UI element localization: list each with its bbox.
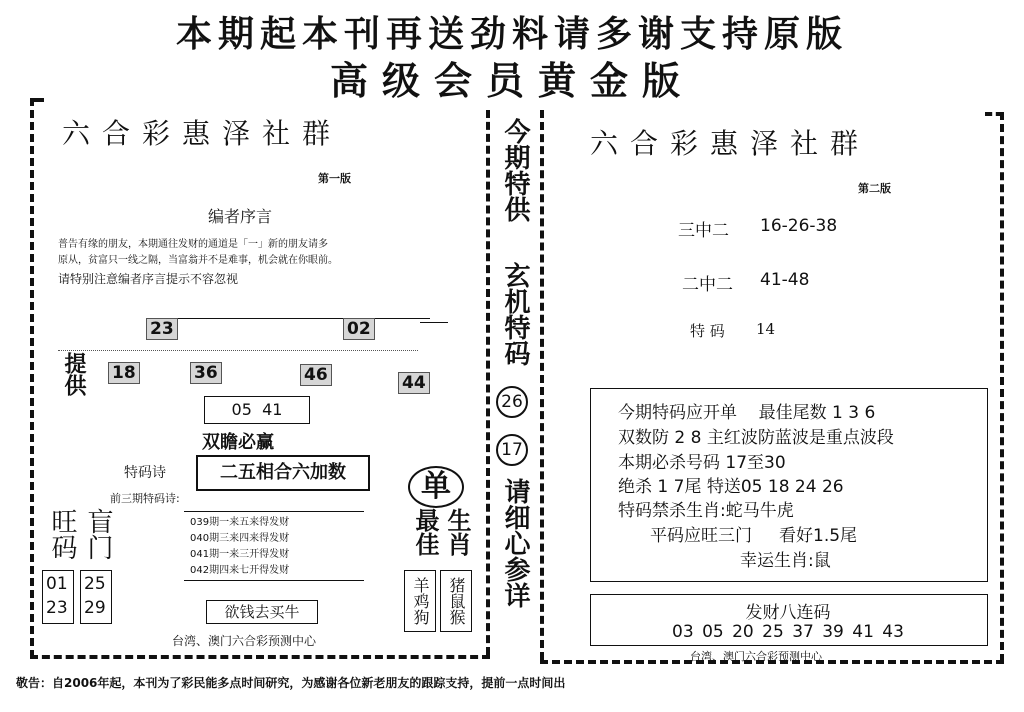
middle-mid-text: 玄机特码 — [500, 262, 530, 366]
preface-line-3: 请特别注意编者序言提示不容忽视 — [58, 272, 239, 286]
right-footer: 台湾、澳门六合彩预测中心 — [690, 650, 822, 663]
eight-numbers-title: 发财八连码 — [745, 603, 831, 623]
provide-label: 提供 — [61, 352, 86, 396]
buy-hint-box: 欲钱去买牛 — [206, 600, 318, 624]
poem-label: 特码诗 — [124, 465, 166, 481]
provide-number-1: 18 — [108, 362, 140, 384]
header-line-1: 本期起本刊再送劲料请多谢支持原版 — [175, 14, 848, 55]
provide-number-4: 44 — [398, 372, 430, 394]
prediction-line-1: 今期特码应开单 最佳尾数 1 3 6 — [618, 403, 876, 423]
range-dash — [420, 322, 448, 323]
history-line-4: 042期四来七开得发财 — [190, 565, 290, 576]
prediction-line-3: 本期必杀号码 17至30 — [618, 453, 786, 473]
middle-right-border — [540, 110, 544, 660]
three-hit-two-label: 三中二 — [678, 221, 729, 241]
prediction-line-4: 绝杀 1 7尾 特送05 18 24 26 — [618, 477, 844, 497]
right-panel-title: 六合彩惠泽社群 — [590, 127, 871, 160]
middle-ball-2: 17 — [496, 434, 528, 466]
preface-line-2: 原从，贫富只一线之隔，当富翁并不是难事，机会就在你眼前。 — [58, 255, 338, 266]
left-inner-border — [486, 110, 490, 655]
middle-bottom-text: 请细心参详 — [500, 478, 530, 608]
range-line — [150, 318, 430, 319]
hot-numbers-label: 旺码 — [47, 508, 77, 560]
prediction-line-7: 幸运生肖:鼠 — [740, 551, 831, 571]
middle-top-text: 今期特供 — [500, 118, 530, 222]
blind-number-2: 29 — [84, 598, 106, 618]
history-line-3: 041期一来三开得发财 — [190, 549, 290, 560]
best-label: 最佳 — [411, 508, 439, 556]
zodiac-label: 生肖 — [443, 508, 471, 556]
poem-box: 二五相合六加数 — [196, 455, 370, 491]
slogan: 双瞻必赢 — [202, 432, 274, 453]
prediction-line-6: 平码应旺三门 看好1.5尾 — [650, 526, 858, 546]
hot-number-1: 01 — [46, 574, 68, 594]
zodiac-group-a: 羊鸡狗 — [404, 570, 436, 632]
two-hit-two-label: 二中二 — [682, 275, 733, 295]
left-edition: 第一版 — [318, 172, 351, 185]
middle-ball-1: 26 — [496, 386, 528, 418]
special-number-label: 特 码 — [690, 322, 725, 340]
range-end-box: 02 — [343, 318, 375, 340]
preface-title: 编者序言 — [208, 207, 273, 226]
left-panel-title: 六合彩惠泽社群 — [62, 117, 343, 150]
history-line-2: 040期三来四来得发财 — [190, 533, 290, 544]
prediction-line-2: 双数防 2 8 主红波防蓝波是重点波段 — [618, 428, 894, 448]
three-hit-two-value: 16-26-38 — [760, 216, 838, 236]
preface-line-1: 普告有缘的朋友，本期通往发财的通道是「一」新的朋友请多 — [58, 239, 328, 250]
left-outer-border — [30, 98, 34, 658]
zodiac-group-b: 猪鼠猴 — [440, 570, 472, 632]
hot-number-2: 23 — [46, 598, 68, 618]
special-number-value: 14 — [756, 320, 776, 338]
previous-poems-label: 前三期特码诗: — [110, 492, 180, 505]
prediction-line-5: 特码禁杀生肖:蛇马牛虎 — [618, 501, 794, 521]
history-line-1: 039期一来五来得发财 — [190, 517, 290, 528]
blind-numbers-label: 盲门 — [83, 508, 113, 560]
bottom-notice: 敬告：自2006年起，本刊为了彩民能多点时间研究，为感谢各位新老朋友的跟踪支持，提前一点时间出 — [16, 676, 566, 690]
single-badge: 单 — [408, 466, 464, 508]
left-footer: 台湾、澳门六合彩预测中心 — [172, 634, 317, 648]
provide-rule — [58, 350, 418, 351]
header-line-2: 高级会员黄金版 — [329, 59, 694, 103]
blind-number-1: 25 — [84, 574, 106, 594]
pair-box: 05 41 — [204, 396, 310, 424]
two-hit-two-value: 41-48 — [760, 270, 810, 290]
right-outer-border — [1000, 112, 1004, 662]
eight-numbers-list: 03 05 20 25 37 39 41 43 — [672, 622, 904, 642]
left-bottom-border — [30, 655, 490, 659]
range-start-box: 23 — [146, 318, 178, 340]
provide-number-3: 46 — [300, 364, 332, 386]
provide-number-2: 36 — [190, 362, 222, 384]
right-edition: 第二版 — [858, 182, 891, 195]
